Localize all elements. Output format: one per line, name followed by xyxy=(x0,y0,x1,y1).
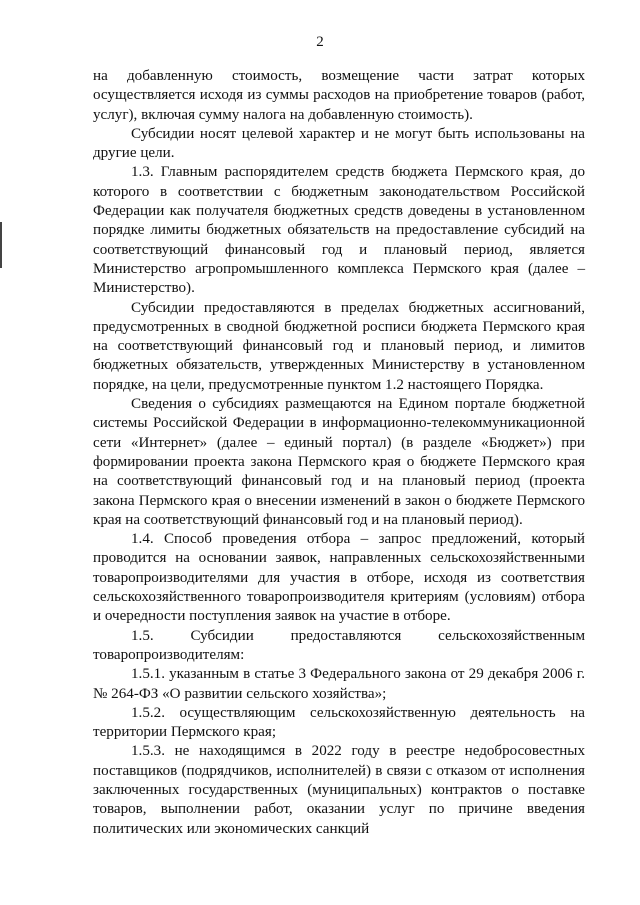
paragraph-1-5-1: 1.5.1. указанным в статье 3 Федерального закона от 29 декабря 2006 г. № 264-ФЗ «О развитии сельского хозяйства»; xyxy=(93,666,585,702)
paragraph-1-4: 1.4. Способ проведения отбора – запрос предложений, который проводится на основании заявок, направленных сельскохозяйственными товаропроизводителями для участия в отборе, исходя из соответствия сельскохозяйственного товаропроизводителя критериям (условиям) отбора и очередности поступления заявок на участие в отборе. xyxy=(93,531,585,625)
paragraph-1-5-2: 1.5.2. осуществляющим сельскохозяйственную деятельность на территории Пермского края; xyxy=(93,704,585,741)
paragraph-subsidy-limits: Субсидии предоставляются в пределах бюджетных ассигнований, предусмотренных в сводной бюджетной росписи бюджета Пермского края на соответствующий финансовый год и плановый период, и лимитов бюджетных обязательств, утвержденных Министерству в установленном порядке, на цели, предусмотренные пунктом 1.2 настоящего Порядка. xyxy=(93,299,585,393)
scan-margin-mark xyxy=(0,222,2,268)
paragraph-1-3: 1.3. Главным распорядителем средств бюджета Пермского края, до которого в соответствии с бюджетным законодательством Российской Федерации как получателя бюджетных средств доведены в установленном порядке лимиты бюджетных обязательств на предоставление субсидий на соответствующий финансовый год и плановый период, является Министерство агропромышленного комплекса Пермского края (далее – Министерство). xyxy=(93,164,585,297)
paragraph-1-5-3: 1.5.3. не находящимся в 2022 году в реестре недобросовестных поставщиков (подрядчиков, исполнителей) в связи с отказом от исполнения заключенных государственных (муниципальных) контрактов о поставке товаров, выполнении работ, оказании услуг по причине введения политических или экономических санкций xyxy=(93,743,585,837)
paragraph-continuation: на добавленную стоимость, возмещение части затрат которых осуществляется исходя из суммы расходов на приобретение товаров (работ, услуг), включая сумму налога на добавленную стоимость). xyxy=(93,68,585,123)
paragraph-subsidy-purpose: Субсидии носят целевой характер и не могут быть использованы на другие цели. xyxy=(93,125,585,162)
page-number: 2 xyxy=(316,34,324,50)
document-body xyxy=(93,67,585,839)
paragraph-1-5: 1.5. Субсидии предоставляются сельскохозяйственным товаропроизводителям: xyxy=(93,627,585,663)
paragraph-portal-info: Сведения о субсидиях размещаются на Едином портале бюджетной системы Российской Федерации в информационно-телекоммуникационной сети «Интернет» (далее – единый портал) (в разделе «Бюджет») при формировании проекта закона Пермского края о бюджете Пермского края на соответствующий финансовый год и на плановый период (проекта закона Пермского края о внесении изменений в закон о бюджете Пермского края на соответствующий финансовый год и на плановый период). xyxy=(93,396,585,528)
